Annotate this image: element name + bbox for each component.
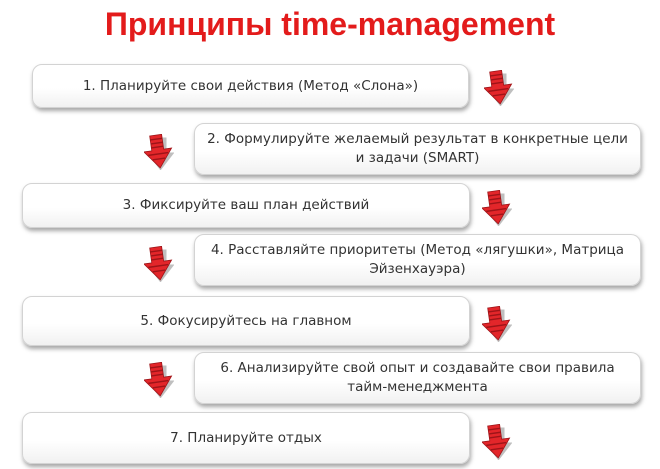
- step-label: 4. Расставляйте приоритеты (Метод «лягушки», Матрица Эйзенхауэра): [210, 242, 625, 277]
- step-label: 6. Анализируйте свой опыт и создавайте свои правила тайм-менеджмента: [220, 360, 615, 395]
- step-label: 5. Фокусируйтесь на главном: [140, 312, 352, 329]
- down-arrow-icon: [144, 362, 174, 398]
- step-label: 2. Формулируйте желаемый результат в конкретные цели и задачи (SMART): [207, 131, 628, 166]
- down-arrow-icon: [144, 134, 174, 170]
- step-box-5: [22, 296, 470, 346]
- step-label: 7. Планируйте отдых: [170, 429, 322, 446]
- step-box-6: [194, 352, 641, 404]
- step-box-2: [194, 123, 641, 175]
- down-arrow-icon: [482, 306, 512, 342]
- page-title: Принципы time-management: [104, 6, 556, 42]
- step-label: 1. Планируйте свои действия (Метод «Слона»): [82, 77, 419, 94]
- step-label: 3. Фиксируйте ваш план действий: [122, 197, 370, 213]
- down-arrow-icon: [482, 190, 512, 226]
- step-box-1: [32, 64, 469, 108]
- step-box-7: [22, 412, 470, 464]
- down-arrow-icon: [482, 424, 512, 460]
- down-arrow-icon: [484, 70, 514, 106]
- step-box-3: [22, 183, 470, 228]
- step-box-4: [194, 234, 641, 286]
- down-arrow-icon: [144, 246, 174, 282]
